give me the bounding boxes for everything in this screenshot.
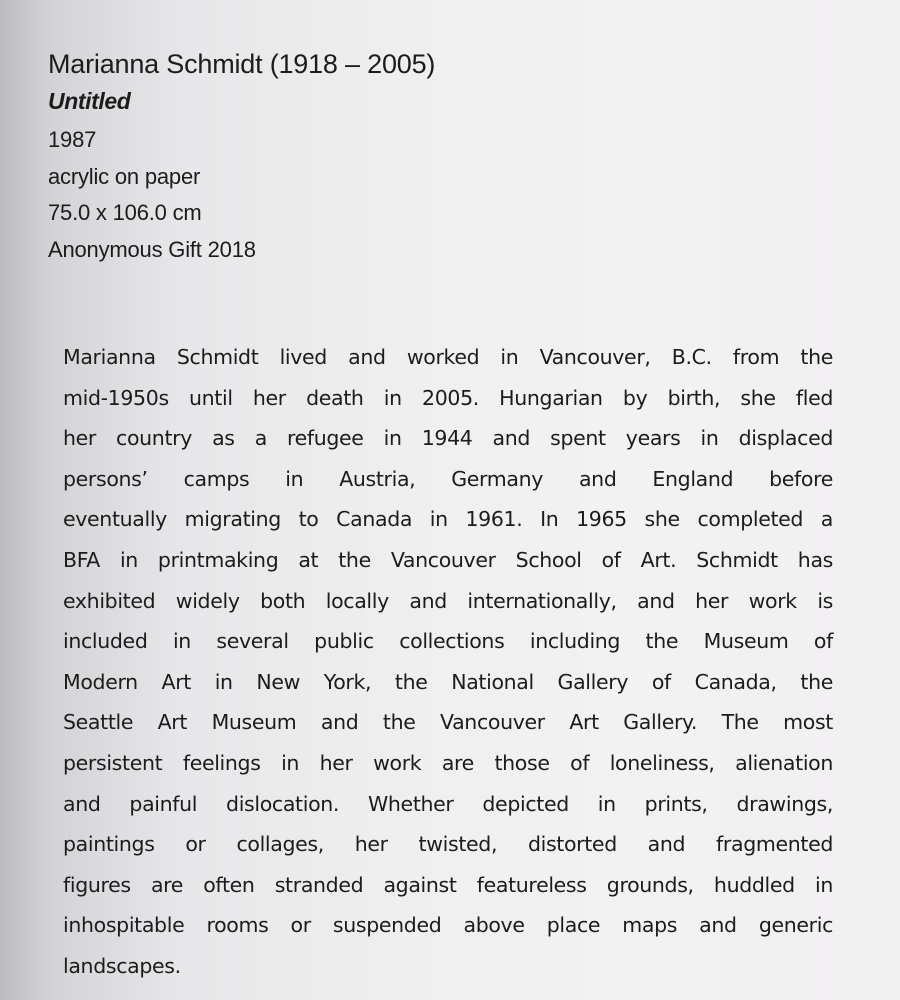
biography-line: persistent feelings in her work are those of loneliness, alienation (63, 750, 833, 775)
biography-line: eventually migrating to Canada in 1961. In 1965 she completed a (63, 507, 833, 532)
biography-line: Modern Art in New York, the National Gallery of Canada, the (63, 669, 833, 694)
biography-line: exhibited widely both locally and internationally, and her work is (63, 588, 833, 613)
biography-line: paintings or collages, her twisted, distorted and fragmented (63, 832, 833, 857)
biography-line: BFA in printmaking at the Vancouver School of Art. Schmidt has (63, 547, 833, 572)
biography-line: and painful dislocation. Whether depicted in prints, drawings, (63, 791, 833, 816)
artwork-credit: Anonymous Gift 2018 (48, 236, 256, 262)
biography-line: landscapes. (63, 953, 181, 978)
biography-line: included in several public collections including the Museum of (63, 629, 833, 654)
artist-biography (63, 337, 833, 987)
biography-line: figures are often stranded against featureless grounds, huddled in (63, 872, 833, 897)
artwork-dimensions: 75.0 x 106.0 cm (48, 200, 202, 225)
biography-line: persons’ camps in Austria, Germany and England before (63, 466, 833, 491)
biography-line: inhospitable rooms or suspended above place maps and generic (63, 913, 833, 938)
artwork-medium: acrylic on paper (48, 163, 201, 189)
biography-line: Marianna Schmidt lived and worked in Vancouver, B.C. from the (63, 345, 833, 369)
artwork-title: Untitled (48, 88, 131, 114)
artwork-details (48, 46, 808, 268)
artist-name: Marianna Schmidt (1918 – 2005) (48, 49, 436, 79)
biography-line: her country as a refugee in 1944 and spent years in displaced (63, 426, 833, 451)
biography-line: mid-1950s until her death in 2005. Hungarian by birth, she fled (63, 385, 833, 410)
artwork-year: 1987 (48, 127, 97, 152)
biography-line: Seattle Art Museum and the Vancouver Art Gallery. The most (63, 710, 833, 735)
